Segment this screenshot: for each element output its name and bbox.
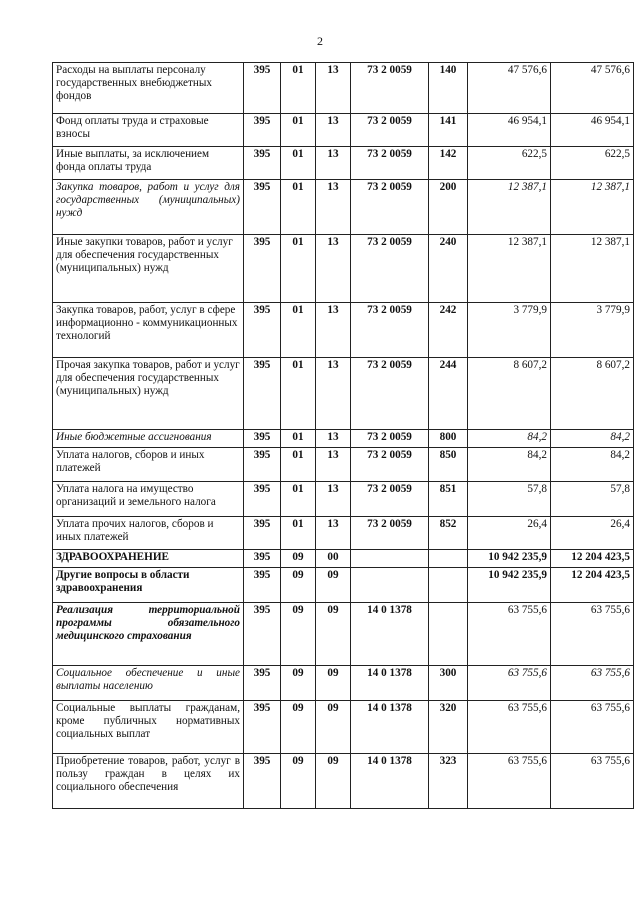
row-name: Приобретение товаров, работ, услуг в пользу граждан в целях их социального обеспечения (53, 754, 244, 809)
section-code: 01 (281, 482, 316, 517)
row-name: Уплата налога на имущество организаций и земельного налога (53, 482, 244, 517)
sum-second: 3 779,9 (551, 303, 634, 358)
ved-code: 395 (244, 430, 281, 448)
target-article-code (351, 550, 429, 568)
sum-first: 46 954,1 (468, 114, 551, 147)
section-code: 09 (281, 701, 316, 754)
table-row (53, 303, 634, 358)
expense-type-code: 323 (429, 754, 468, 809)
subsection-code: 09 (316, 603, 351, 666)
subsection-code: 13 (316, 235, 351, 303)
sum-second: 46 954,1 (551, 114, 634, 147)
expense-type-code: 851 (429, 482, 468, 517)
section-code: 01 (281, 63, 316, 114)
ved-code: 395 (244, 358, 281, 430)
table-row (53, 448, 634, 482)
sum-first: 63 755,6 (468, 666, 551, 701)
expense-type-code (429, 550, 468, 568)
sum-second: 63 755,6 (551, 701, 634, 754)
table-row (53, 568, 634, 603)
row-name: Иные закупки товаров, работ и услуг для обеспечения государственных (муниципальных) нужд (53, 235, 244, 303)
row-name: Фонд оплаты труда и страховые взносы (53, 114, 244, 147)
expense-type-code: 800 (429, 430, 468, 448)
sum-second: 63 755,6 (551, 754, 634, 809)
expense-type-code: 300 (429, 666, 468, 701)
target-article-code: 73 2 0059 (351, 180, 429, 235)
sum-second: 84,2 (551, 448, 634, 482)
table-row (53, 430, 634, 448)
section-code: 09 (281, 666, 316, 701)
row-name: Иные выплаты, за исключением фонда оплаты труда (53, 147, 244, 180)
ved-code: 395 (244, 180, 281, 235)
row-name: Расходы на выплаты персоналу государственных внебюджетных фондов (53, 63, 244, 114)
expense-type-code (429, 603, 468, 666)
sum-second: 26,4 (551, 517, 634, 550)
table-row (53, 550, 634, 568)
page-number: 2 (317, 34, 323, 48)
row-name: Социальное обеспечение и иные выплаты населению (53, 666, 244, 701)
subsection-code: 09 (316, 666, 351, 701)
expense-type-code: 142 (429, 147, 468, 180)
sum-second: 12 204 423,5 (551, 550, 634, 568)
sum-second: 12 387,1 (551, 235, 634, 303)
sum-second: 63 755,6 (551, 666, 634, 701)
section-code: 01 (281, 180, 316, 235)
row-name: Прочая закупка товаров, работ и услуг для обеспечения государственных (муниципальных) нужд (53, 358, 244, 430)
expense-type-code: 141 (429, 114, 468, 147)
sum-second: 12 387,1 (551, 180, 634, 235)
target-article-code: 73 2 0059 (351, 430, 429, 448)
target-article-code: 14 0 1378 (351, 603, 429, 666)
row-name: Уплата налогов, сборов и иных платежей (53, 448, 244, 482)
target-article-code: 73 2 0059 (351, 517, 429, 550)
target-article-code: 73 2 0059 (351, 448, 429, 482)
target-article-code: 73 2 0059 (351, 482, 429, 517)
subsection-code: 13 (316, 114, 351, 147)
ved-code: 395 (244, 63, 281, 114)
sum-first: 57,8 (468, 482, 551, 517)
section-code: 01 (281, 517, 316, 550)
section-code: 09 (281, 754, 316, 809)
table-row (53, 754, 634, 809)
subsection-code: 09 (316, 568, 351, 603)
subsection-code: 13 (316, 303, 351, 358)
sum-second: 63 755,6 (551, 603, 634, 666)
expense-type-code: 140 (429, 63, 468, 114)
sum-first: 12 387,1 (468, 235, 551, 303)
sum-first: 8 607,2 (468, 358, 551, 430)
table-row (53, 358, 634, 430)
subsection-code: 13 (316, 358, 351, 430)
row-name: Уплата прочих налогов, сборов и иных платежей (53, 517, 244, 550)
expense-type-code: 200 (429, 180, 468, 235)
subsection-code: 13 (316, 482, 351, 517)
table-row (53, 114, 634, 147)
sum-first: 26,4 (468, 517, 551, 550)
ved-code: 395 (244, 303, 281, 358)
section-code: 01 (281, 147, 316, 180)
ved-code: 395 (244, 603, 281, 666)
target-article-code: 73 2 0059 (351, 358, 429, 430)
target-article-code: 73 2 0059 (351, 147, 429, 180)
section-code: 01 (281, 358, 316, 430)
target-article-code (351, 568, 429, 603)
expense-type-code: 242 (429, 303, 468, 358)
section-code: 01 (281, 448, 316, 482)
subsection-code: 13 (316, 448, 351, 482)
expense-type-code: 850 (429, 448, 468, 482)
target-article-code: 14 0 1378 (351, 666, 429, 701)
section-code: 01 (281, 114, 316, 147)
sum-first: 10 942 235,9 (468, 568, 551, 603)
table-row (53, 147, 634, 180)
sum-second: 8 607,2 (551, 358, 634, 430)
budget-table (52, 62, 634, 809)
sum-first: 47 576,6 (468, 63, 551, 114)
sum-second: 622,5 (551, 147, 634, 180)
table-row (53, 603, 634, 666)
subsection-code: 00 (316, 550, 351, 568)
target-article-code: 73 2 0059 (351, 303, 429, 358)
row-name: Закупка товаров, работ, услуг в сфере информационно - коммуникационных технологий (53, 303, 244, 358)
section-code: 01 (281, 303, 316, 358)
row-name: Реализация территориальной программы обязательного медицинского страхования (53, 603, 244, 666)
expense-type-code: 852 (429, 517, 468, 550)
table-row (53, 666, 634, 701)
target-article-code: 14 0 1378 (351, 754, 429, 809)
target-article-code: 14 0 1378 (351, 701, 429, 754)
expense-type-code: 244 (429, 358, 468, 430)
expense-type-code: 320 (429, 701, 468, 754)
subsection-code: 09 (316, 701, 351, 754)
sum-first: 63 755,6 (468, 701, 551, 754)
table-row (53, 517, 634, 550)
table-row (53, 63, 634, 114)
row-name: Иные бюджетные ассигнования (53, 430, 244, 448)
ved-code: 395 (244, 235, 281, 303)
sum-second: 12 204 423,5 (551, 568, 634, 603)
subsection-code: 13 (316, 517, 351, 550)
table-row (53, 180, 634, 235)
target-article-code: 73 2 0059 (351, 114, 429, 147)
ved-code: 395 (244, 448, 281, 482)
sum-second: 84,2 (551, 430, 634, 448)
section-code: 09 (281, 550, 316, 568)
subsection-code: 13 (316, 430, 351, 448)
table-row (53, 482, 634, 517)
section-code: 09 (281, 568, 316, 603)
section-code: 09 (281, 603, 316, 666)
ved-code: 395 (244, 114, 281, 147)
expense-type-code: 240 (429, 235, 468, 303)
row-name: Социальные выплаты гражданам, кроме публичных нормативных социальных выплат (53, 701, 244, 754)
sum-first: 10 942 235,9 (468, 550, 551, 568)
ved-code: 395 (244, 701, 281, 754)
sum-first: 12 387,1 (468, 180, 551, 235)
target-article-code: 73 2 0059 (351, 63, 429, 114)
row-name: Другие вопросы в области здравоохранения (53, 568, 244, 603)
target-article-code: 73 2 0059 (351, 235, 429, 303)
row-name: Закупка товаров, работ и услуг для государственных (муниципальных) нужд (53, 180, 244, 235)
subsection-code: 09 (316, 754, 351, 809)
section-code: 01 (281, 430, 316, 448)
sum-second: 57,8 (551, 482, 634, 517)
ved-code: 395 (244, 550, 281, 568)
sum-first: 3 779,9 (468, 303, 551, 358)
subsection-code: 13 (316, 147, 351, 180)
sum-first: 84,2 (468, 430, 551, 448)
subsection-code: 13 (316, 180, 351, 235)
sum-first: 622,5 (468, 147, 551, 180)
sum-first: 84,2 (468, 448, 551, 482)
expense-type-code (429, 568, 468, 603)
ved-code: 395 (244, 754, 281, 809)
ved-code: 395 (244, 517, 281, 550)
ved-code: 395 (244, 666, 281, 701)
sum-first: 63 755,6 (468, 754, 551, 809)
ved-code: 395 (244, 482, 281, 517)
table-row (53, 235, 634, 303)
sum-first: 63 755,6 (468, 603, 551, 666)
sum-second: 47 576,6 (551, 63, 634, 114)
ved-code: 395 (244, 568, 281, 603)
ved-code: 395 (244, 147, 281, 180)
section-code: 01 (281, 235, 316, 303)
subsection-code: 13 (316, 63, 351, 114)
table-row (53, 701, 634, 754)
row-name: ЗДРАВООХРАНЕНИЕ (53, 550, 244, 568)
